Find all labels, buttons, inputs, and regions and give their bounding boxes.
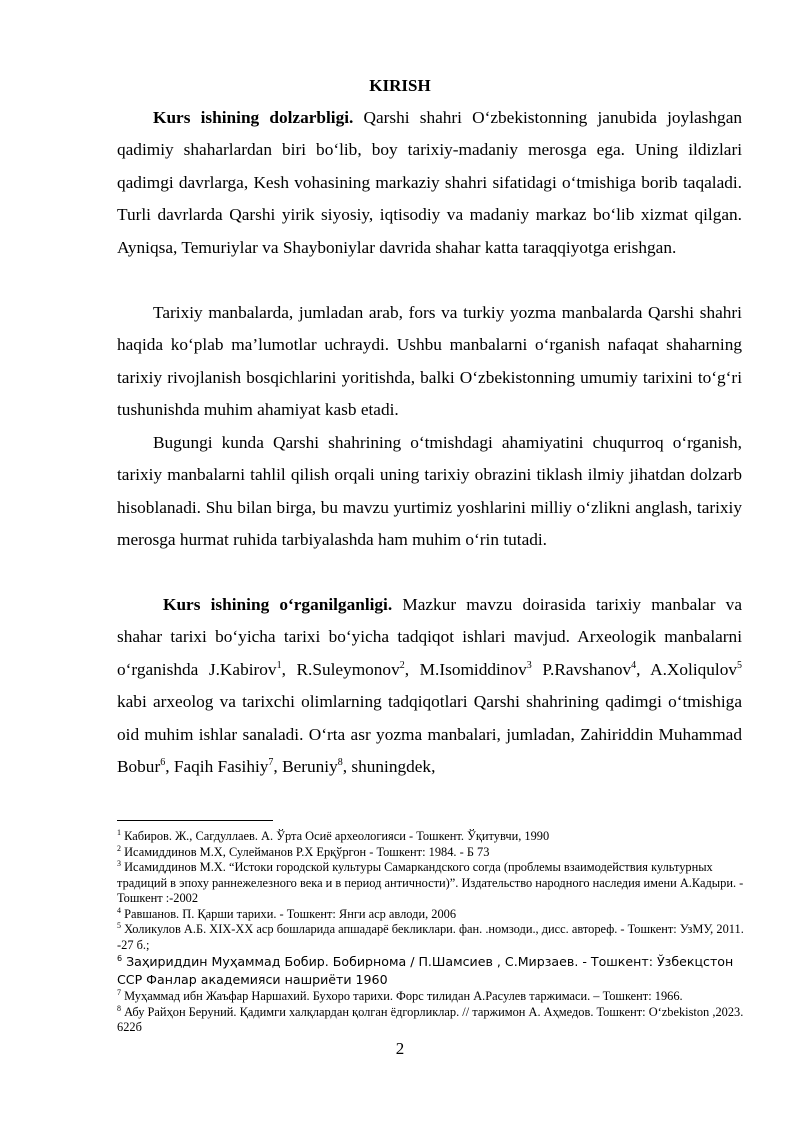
footnote-ref[interactable]: 7 bbox=[268, 757, 274, 769]
body-text: , R.Suleymonov bbox=[281, 659, 400, 679]
footnote-text: Холикулов А.Б. XIX-XX аср бошларида апшадарё бекликлари. фан. .номзоди., дисс. автореф. - Тошкент: УзМУ, 2011. -27 б.; bbox=[117, 922, 744, 952]
footnote-text: Кабиров. Ж., Сагдуллаев. А. Ўрта Осиё археологияси - Тошкент. Ўқитувчи, 1990 bbox=[121, 829, 550, 843]
relevance-text: Qarshi shahri O‘zbekistonning janubida joylashgan qadimiy shaharlardan biri bo‘lib, boy tarixiy-madaniy merosga ega. Uning ildizlari qadimgi davrlarga, Kesh vohasining markaziy shahri sifatidagi o‘tmishiga borib taqaladi. Turli davrlarda Qarshi yirik siyosiy, iqtisodiy va madaniy markaz bo‘lib xizmat qilgan. Ayniqsa, Temuriylar va Shayboniylar davrida shahar katta taraqqiyotga erishgan. bbox=[117, 108, 742, 257]
paragraph-importance: Bugungi kunda Qarshi shahrining o‘tmishdagi ahamiyatini chuqurroq o‘rganish, tarixiy manbalarni tahlil qilish orqali uning tarixiy obrazini tiklash ilmiy jihatdan dolzarb hisoblanadi. Shu bilan birga, bu mavzu yurtimiz yoshlarini milliy o‘zlikni anglash, tarixiy merosga hurmat ruhida tarbiyalashda ham muhim o‘rin tutadi. bbox=[117, 433, 742, 550]
body-text: , Beruniy bbox=[273, 757, 338, 777]
footnote-ref[interactable]: 8 bbox=[337, 757, 343, 769]
body-text: Mazkur mavzu doirasida tarixiy manbalar va shahar tarixi bo‘yicha tarixi bo‘yicha tadqiqot ishlari mavjud. Arxeologik manbalarni o‘rganishda J.Kabirov bbox=[117, 595, 742, 679]
footnote bbox=[117, 860, 745, 907]
footnote-number: 1 bbox=[117, 827, 121, 837]
footnote-text: Исамиддинов М.Х, Сулейманов Р.Х Ерқўргон - Тошкент: 1984. - Б 73 bbox=[121, 844, 490, 859]
body-text: , shuningdek, bbox=[342, 757, 436, 777]
footnote-separator bbox=[117, 820, 273, 821]
footnote bbox=[117, 922, 745, 953]
paragraph-relevance bbox=[117, 102, 742, 264]
footnote-ref[interactable]: 5 bbox=[737, 660, 743, 672]
footnote bbox=[117, 989, 745, 1005]
footnote-number: 3 bbox=[117, 858, 121, 868]
body-text: , Faqih Fasihiy bbox=[165, 757, 269, 777]
footnote-number: 6 bbox=[117, 953, 123, 963]
footnote-ref[interactable]: 4 bbox=[631, 660, 637, 672]
footnote-ref[interactable]: 3 bbox=[526, 660, 532, 672]
footnote-ref[interactable]: 1 bbox=[276, 660, 282, 672]
footnote-number: 5 bbox=[117, 920, 121, 930]
body-text: , A.Xoliqulov bbox=[636, 659, 738, 679]
footnote-number: 8 bbox=[117, 1003, 121, 1013]
footnote-text: Равшанов. П. Қарши тарихи. - Тошкент: Янги аср авлоди, 2006 bbox=[121, 906, 457, 921]
footnote-number: 2 bbox=[117, 843, 121, 853]
footnote bbox=[117, 829, 745, 845]
study-level-heading: Kurs ishining o‘rganilganligi. bbox=[163, 595, 393, 614]
relevance-heading: Kurs ishining dolzarbligi. bbox=[153, 108, 354, 127]
paragraph-sources: Tarixiy manbalarda, jumladan arab, fors va turkiy yozma manbalarda Qarshi shahri haqida ko‘plab ma’lumotlar uchraydi. Ushbu manbalarni o‘rganish nafaqat shaharning tarixiy rivojlanish bosqichlarini yoritishda, balki O‘zbekistonning umumiy tarixini to‘g‘ri tushunishda muhim ahamiyat kasb etadi. bbox=[117, 303, 742, 420]
footnote-number: 7 bbox=[117, 987, 121, 997]
footnote-ref[interactable]: 2 bbox=[399, 660, 405, 672]
footnote-text: Муҳаммад ибн Жаъфар Наршахий. Бухоро тарихи. Форс тилидан А.Расулев таржимаси. – Тошкент: 1966. bbox=[121, 989, 683, 1003]
paragraph-study-level bbox=[117, 589, 742, 783]
footnote bbox=[117, 1005, 745, 1036]
footnote bbox=[117, 845, 745, 861]
body-text: kabi arxeolog va tarixchi olimlarning tadqiqotlari Qarshi shahrining qadimgi o‘tmishiga oid muhim ishlar sanaladi. O‘rta asr yozma manbalari, jumladan, Zahiriddin Muhammad Bobur bbox=[117, 692, 742, 777]
footnote-number: 4 bbox=[117, 905, 121, 915]
body-text: , M.Isomiddinov bbox=[404, 659, 527, 679]
footnote-ref[interactable]: 6 bbox=[160, 757, 166, 769]
footnote bbox=[117, 953, 745, 989]
page-number: 2 bbox=[395, 1039, 405, 1058]
footnote-text: Исамиддинов М.Х. “Истоки городской культуры Самаркандского согда (проблемы взаимодействия культурных традиций в эпоху раннежелезного века и в период античности)”. Издательство народного наследия имени А.Кадыри. - Тошкент :-2002 bbox=[117, 860, 744, 905]
footnote-text: Заҳириддин Муҳаммад Бобир. Бобирнома / П.Шамсиев , С.Мирзаев. - Тошкент: Ўзбекцстон ССР Фанлар академияси нашриёти 1960 bbox=[117, 954, 734, 987]
footnote-text: Абу Райҳон Беруний. Қадимги халқлардан қолган ёдгорликлар. // таржимон А. Аҳмедов. Тошкент: O‘zbekiston ,2023. 622б bbox=[117, 1004, 744, 1034]
footnote bbox=[117, 907, 745, 923]
section-title: KIRISH bbox=[369, 76, 431, 95]
body-text: P.Ravshanov bbox=[531, 659, 632, 679]
footnotes bbox=[117, 829, 745, 1036]
